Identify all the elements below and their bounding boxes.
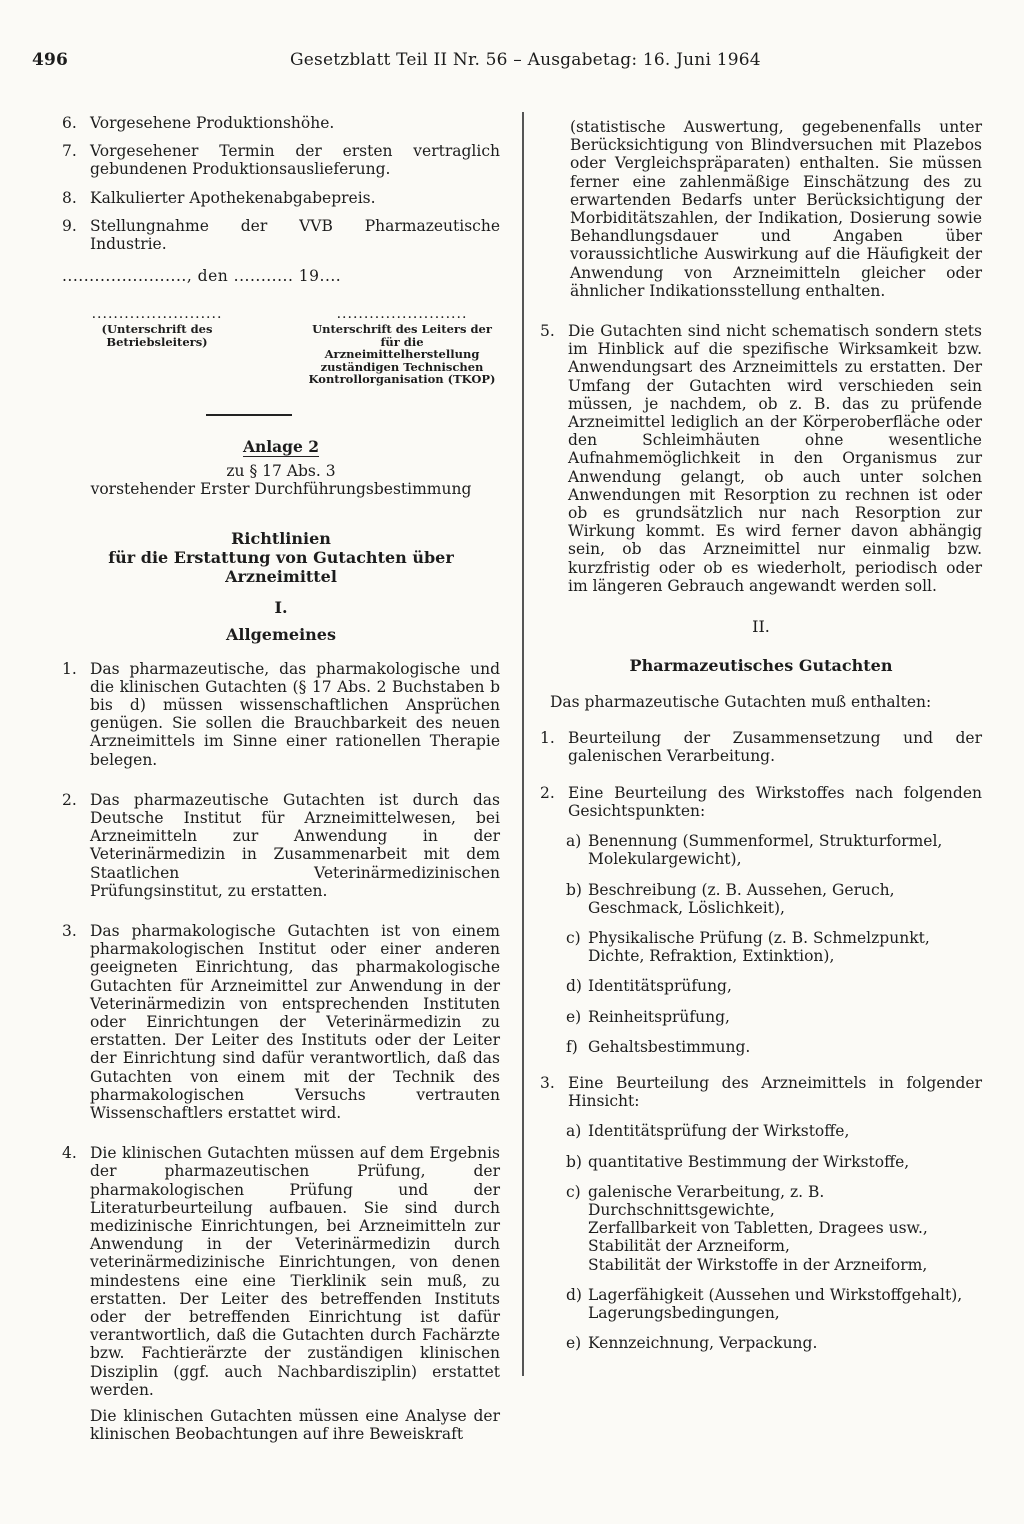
sub-item bbox=[566, 1334, 982, 1352]
sub-item-letter: e) bbox=[566, 1334, 582, 1353]
item-number: 4. bbox=[62, 1144, 77, 1163]
signature-dots: ........................ bbox=[336, 306, 468, 323]
sub-item-letter: a) bbox=[566, 832, 582, 851]
list-item bbox=[62, 791, 500, 900]
list-item bbox=[62, 1144, 500, 1399]
sub-item-line: Stabilität der Arzneiform, bbox=[588, 1237, 790, 1256]
sub-item-letter: d) bbox=[566, 1285, 582, 1304]
item-number: 3. bbox=[540, 1073, 555, 1092]
sub-item-letter: c) bbox=[566, 1182, 581, 1201]
list-item bbox=[540, 784, 982, 820]
item-number: 6. bbox=[62, 114, 77, 132]
sub-item-letter: e) bbox=[566, 1007, 582, 1026]
item-text: Stellungnahme der VVB Pharmazeutische Industrie. bbox=[90, 216, 500, 254]
page-header bbox=[32, 50, 772, 74]
section-title: Allgemeines bbox=[226, 624, 336, 644]
annex-title-text: Anlage 2 bbox=[242, 436, 320, 456]
right-column bbox=[540, 118, 982, 1364]
sub-item bbox=[566, 1183, 982, 1274]
sub-item-letter: a) bbox=[566, 1122, 582, 1141]
item-text: Das pharmazeutische, das pharmakologische und die klinischen Gutachten (§ 17 Abs. 2 Buchstaben b bis d) müssen wissenschaftlichen Ansprüchen genügen. Sie sollen die Brauchbarkeit des neuen Arzneimittels im Sinne einer rationellen Therapie belegen. bbox=[90, 659, 500, 769]
signature-block bbox=[62, 306, 500, 387]
item-text: Kalkulierter Apothekenabgabepreis. bbox=[90, 188, 376, 207]
sub-item-text: Reinheitsprüfung, bbox=[588, 1007, 730, 1026]
sub-item-text: Identitätsprüfung, bbox=[588, 977, 732, 996]
signature-label: (Unterschrift des Betriebsleiters) bbox=[101, 322, 213, 349]
item-number: 5. bbox=[540, 322, 555, 341]
section-title: Pharmazeutisches Gutachten bbox=[629, 656, 893, 676]
sub-item-text: Gehaltsbestimmung. bbox=[588, 1037, 751, 1056]
list-item bbox=[62, 189, 500, 207]
sub-item-text bbox=[588, 1183, 982, 1274]
list-item bbox=[62, 922, 500, 1122]
item-text: Vorgesehene Produktionshöhe. bbox=[90, 114, 335, 132]
sub-item-text: quantitative Bestimmung der Wirkstoffe, bbox=[588, 1152, 910, 1171]
sub-item-line: Durchschnittsgewichte, bbox=[588, 1200, 775, 1219]
list-item bbox=[540, 1074, 982, 1110]
section-rule bbox=[206, 414, 292, 416]
item-number: 8. bbox=[62, 188, 77, 207]
signature-operator bbox=[62, 306, 252, 386]
date-line: ......................., den ........... 19.... bbox=[62, 267, 342, 286]
paragraph: Das pharmazeutische Gutachten muß enthalten: bbox=[550, 693, 932, 712]
sub-item-line: Stabilität der Wirkstoffe in der Arzneiform, bbox=[588, 1255, 928, 1274]
sub-item-letter: d) bbox=[566, 977, 582, 996]
signature-dots: ........................ bbox=[91, 306, 223, 323]
sub-item-text: Kennzeichnung, Verpackung. bbox=[588, 1334, 818, 1353]
guidelines-heading: Richtlinien bbox=[231, 528, 331, 548]
sub-item bbox=[566, 881, 982, 917]
sub-item bbox=[566, 1008, 982, 1026]
sub-item bbox=[566, 1122, 982, 1140]
item-text: Eine Beurteilung des Wirkstoffes nach folgenden Gesichtspunkten: bbox=[568, 783, 982, 820]
item-number: 2. bbox=[62, 790, 77, 809]
item-text: Die klinischen Gutachten müssen auf dem Ergebnis der pharmazeutischen Prüfung, der pharmakologischen Prüfung und der Literaturbeurteilung aufbauen. Sie sind durch medizinische Einrichtungen, bei Arzneimitteln zur Anwendung in der Veterinärmedizin durch veterinärmedizinische Einrichtungen, von denen mindestens eine eine Tierklinik sein muß, zu erstatten. Der Leiter des betreffenden Instituts oder der betreffenden Einrichtung ist dafür verantwortlich, daß die Gutachten durch Fachärzte bzw. Fachtierärzte der zuständigen klinischen Disziplin (ggf. auch Nachbardisziplin) erstattet werden. bbox=[90, 1144, 500, 1399]
annex-title bbox=[62, 438, 500, 456]
item-text: Das pharmakologische Gutachten ist von einem pharmakologischen Institut oder einer anderen geeigneten Einrichtung, das pharmakologische Gutachten für Arzneimittel zur Anwendung in der Veterinärmedizin von entsprechenden Instituten oder Einrichtungen der Veterinärmedizin zu erstatten. Der Leiter des Instituts oder der Leiter der Einrichtung sind dafür verantwortlich, daß das Gutachten von einem mit der Technik des pharmakologischen Versuchs vertrauten Wissenschaftlers erstattet wird. bbox=[90, 921, 500, 1122]
item-text: Beurteilung der Zusammensetzung und der galenischen Verarbeitung. bbox=[568, 729, 982, 766]
paragraph: (statistische Auswertung, gegebenenfalls unter Berücksichtigung von Blindversuchen mit Plazebos oder Vergleichspräparaten) enthalten. Sie müssen ferner eine zahlenmäßige Einschätzung des zu erwartenden Bedarfs unter Berücksichtigung der Morbiditätszahlen, der Indikation, Dosierung sowie Behandlungsdauer und Angaben über voraussichtliche Auswirkung auf die Häufigkeit der Anwendung von Arzneimitteln gleicher oder ähnlicher Indikationsstellung enthalten. bbox=[570, 118, 982, 300]
sub-item-letter: b) bbox=[566, 880, 582, 899]
left-column bbox=[62, 114, 500, 1443]
list-item bbox=[62, 142, 500, 178]
sub-item bbox=[566, 1153, 982, 1171]
sub-item bbox=[566, 1286, 982, 1322]
annex-ref-2: vorstehender Erster Durchführungsbestimmung bbox=[90, 480, 472, 499]
sub-item-text: Physikalische Prüfung (z. B. Schmelzpunkt, Dichte, Refraktion, Extinktion), bbox=[588, 928, 930, 966]
list-item bbox=[540, 322, 982, 595]
sub-item-text: Benennung (Summenformel, Strukturformel, Molekulargewicht), bbox=[588, 832, 943, 869]
guidelines-subheading: für die Erstattung von Gutachten über Arzneimittel bbox=[108, 547, 454, 586]
column-divider bbox=[522, 112, 524, 1376]
sub-item-text: Lagerfähigkeit (Aussehen und Wirkstoffgehalt), Lagerungsbedingungen, bbox=[588, 1285, 963, 1322]
item-number: 1. bbox=[540, 729, 555, 748]
sub-item-letter: b) bbox=[566, 1152, 582, 1171]
item-number: 7. bbox=[62, 142, 77, 161]
item-text: Eine Beurteilung des Arzneimittels in folgender Hinsicht: bbox=[568, 1073, 982, 1111]
annex-ref: zu § 17 Abs. 3 bbox=[226, 462, 336, 481]
list-item bbox=[62, 114, 500, 132]
paragraph: Die klinischen Gutachten müssen eine Analyse der klinischen Beobachtungen auf ihre Beweiskraft bbox=[90, 1407, 500, 1444]
sub-item-text: Beschreibung (z. B. Aussehen, Geruch, Geschmack, Löslichkeit), bbox=[588, 880, 895, 917]
list-item bbox=[62, 660, 500, 769]
item-number: 3. bbox=[62, 921, 77, 940]
sub-item bbox=[566, 929, 982, 965]
sub-item bbox=[566, 832, 982, 868]
sub-item-text: Identitätsprüfung der Wirkstoffe, bbox=[588, 1122, 850, 1141]
item-text: Die Gutachten sind nicht schematisch sondern stets im Hinblick auf die spezifische Wirksamkeit bzw. Anwendungsart des Arzneimittels zu erstatten. Der Umfang der Gutachten wird verschieden sein müssen, je nachdem, ob z. B. das zu prüfende Arzneimittel lediglich an der Körperoberfläche oder den Schleimhäuten ohne wesentliche Aufnahmemöglichkeit in den Organismus zur Anwendung gelangt, ob auch unter solchen Anwendungen mit Resorption zu rechnen ist oder ob es grundsätzlich nur nach Resorption zur Wirkung kommt. Es wird ferner davon abhängig sein, ob das Arzneimittel nur einmalig bzw. kurzfristig oder ob es wiederholt, periodisch oder im längeren Gebrauch angewandt werden soll. bbox=[568, 322, 982, 595]
section-number: II. bbox=[752, 617, 770, 637]
item-number: 2. bbox=[540, 783, 555, 802]
sub-item bbox=[566, 977, 982, 995]
item-text: Das pharmazeutische Gutachten ist durch das Deutsche Institut für Arzneimittelwesen, bei Arzneimitteln zur Anwendung in der Veterinärmedizin in Zusammenarbeit mit dem Staatlichen Veterinärmedizinischen Prüfungsinstitut, zu erstatten. bbox=[90, 790, 500, 900]
header-title: Gesetzblatt Teil II Nr. 56 – Ausgabetag: 16. Juni 1964 bbox=[290, 50, 761, 70]
sub-item bbox=[566, 1038, 982, 1056]
item-number: 1. bbox=[62, 659, 77, 678]
item-number: 9. bbox=[62, 216, 77, 235]
sub-item-line: galenische Verarbeitung, z. B. bbox=[588, 1182, 825, 1201]
list-item bbox=[62, 217, 500, 253]
signature-tkop bbox=[304, 306, 500, 387]
section-number: I. bbox=[274, 597, 288, 617]
page-number: 496 bbox=[32, 50, 69, 70]
list-item bbox=[540, 729, 982, 765]
sub-item-letter: f) bbox=[566, 1037, 578, 1056]
item-text: Vorgesehener Termin der ersten vertraglich gebundenen Produktionsauslieferung. bbox=[90, 142, 500, 179]
sub-item-letter: c) bbox=[566, 928, 581, 947]
signature-label: Unterschrift des Leiters der für die Arzneimittelherstellung zuständigen Technischen Kontrollorganisation (TKOP) bbox=[308, 322, 496, 387]
sub-item-line: Zerfallbarkeit von Tabletten, Dragees usw., bbox=[588, 1219, 928, 1238]
